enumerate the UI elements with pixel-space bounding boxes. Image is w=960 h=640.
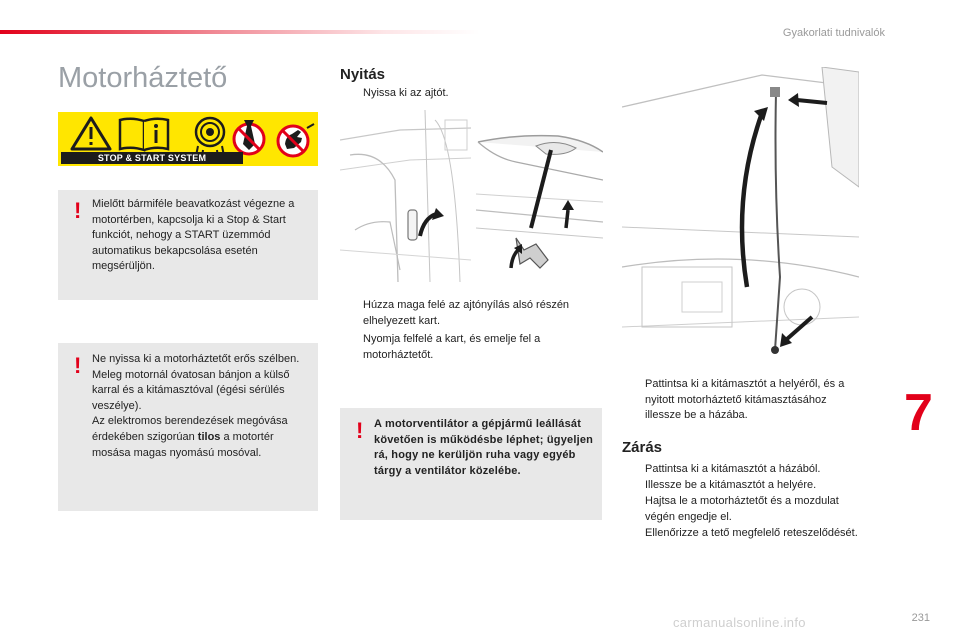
manual-book-icon: [120, 119, 168, 150]
step-opening-3: Nyomja felfelé a kart, és emelje fel a motorháztetőt.: [363, 333, 541, 361]
warning-pictogram-strip: [58, 112, 318, 166]
section-heading-opening: Nyitás: [340, 66, 386, 83]
illustration-hood-safety-catch: [476, 110, 603, 282]
section-heading-closing: Zárás: [622, 439, 663, 456]
warning-line-washing: Az elektromos berendezések megóvása érdekében szigorúan tilos a motortér mosása magas nyomású mosóval.: [92, 415, 288, 459]
step-opening-1: Nyissa ki az ajtót.: [363, 87, 449, 99]
step-opening-4: Pattintsa ki a kitámasztót a helyéről, és a nyitott motorháztető kitámasztásához illessze be a házába.: [645, 378, 845, 422]
warning-text: [92, 352, 310, 461]
illustration-hood-prop-rod: [622, 67, 859, 365]
chapter-number: 7: [904, 384, 933, 442]
warning-box-fan: [340, 408, 602, 520]
step-opening-2: Húzza maga felé az ajtónyílás alsó részén elhelyezett kart.: [363, 299, 570, 327]
stop-start-label: STOP & START SYSTEM: [61, 152, 243, 164]
header-accent-bar: [0, 30, 480, 34]
warning-line-wind: Ne nyissa ki a motorháztetőt erős szélben.: [92, 353, 300, 365]
no-tie-icon: [234, 120, 264, 154]
warning-exclamation-icon: !: [356, 418, 364, 443]
step-closing-4: Ellenőrizze a tető megfelelő reteszelődését.: [645, 527, 858, 539]
step-closing-2: Illessze be a kitámasztót a helyére.: [645, 479, 817, 491]
page-number: 231: [911, 612, 930, 624]
warning-box-stop-start: [58, 190, 318, 300]
watermark: carmanualsonline.info: [673, 615, 806, 630]
warning-box-hood: [58, 343, 318, 511]
warning-text: Mielőtt bármiféle beavatkozást végezne a motortérben, kapcsolja ki a Stop & Start funkciót, nehogy a START üzemmód automatikus bekapcsolása esetén megsérüljön.: [92, 198, 295, 273]
step-closing-1: Pattintsa ki a kitámasztót a házából.: [645, 463, 821, 475]
no-hand-icon: [278, 124, 314, 156]
illustration-interior-release-lever: [340, 110, 471, 282]
section-header: Gyakorlati tudnivalók: [782, 27, 885, 39]
warning-text: A motorventilátor a gépjármű leállását követően is működésbe léphet; ügyeljen rá, hogy ne kerüljön ruha vagy egyéb tárgy a ventilátor közelébe.: [374, 418, 594, 477]
warning-exclamation-icon: !: [74, 353, 82, 378]
warning-line-hot-engine: Meleg motornál óvatosan bánjon a külső karral és a kitámasztóval (égési sérülés veszélye).: [92, 368, 290, 412]
step-closing-3: Hajtsa le a motorháztetőt és a mozdulat végén engedje el.: [645, 495, 839, 523]
warning-emphasis: tilos: [197, 430, 221, 443]
warning-exclamation-icon: !: [74, 198, 82, 223]
page-title: Motorháztető: [58, 62, 228, 94]
warning-triangle-icon: [72, 118, 110, 149]
